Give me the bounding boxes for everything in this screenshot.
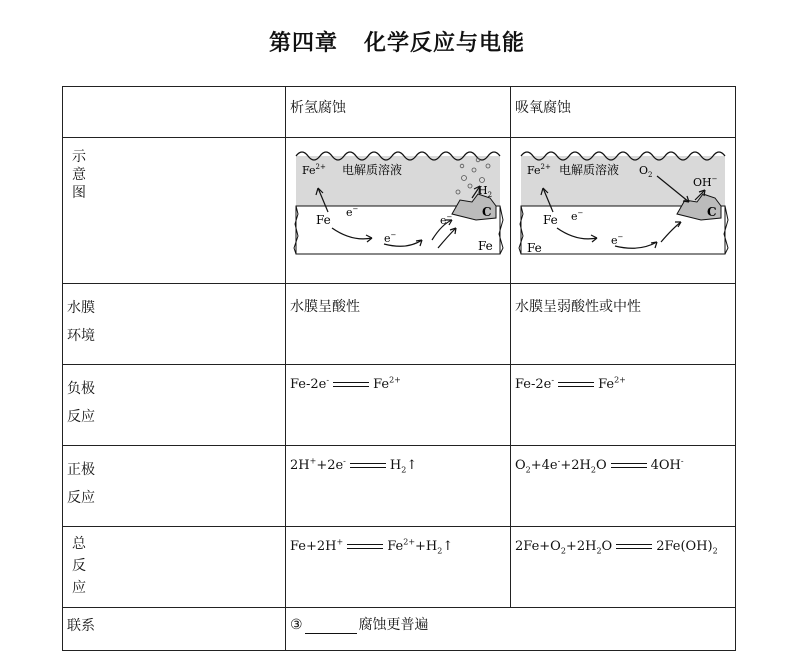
- header-empty-cell: [63, 87, 286, 138]
- water-film-label: 水膜 环境: [63, 284, 286, 365]
- svg-text:e−: e−: [346, 205, 359, 219]
- svg-text:C: C: [707, 205, 717, 219]
- negative-electrode-label: 负极 反应: [63, 365, 286, 446]
- chapter-number: 第四章: [268, 31, 338, 56]
- header-hydrogen-evolution: 析氢腐蚀: [286, 87, 511, 138]
- total-reaction-label: 总 反 应: [63, 527, 286, 608]
- water-film-row: [63, 284, 736, 365]
- hydrogen-diagram-cell: [286, 138, 511, 284]
- svg-text:C: C: [482, 205, 492, 219]
- chapter-title: 化学反应与电能: [364, 31, 526, 56]
- total-eq-oxygen: $2Fe+O_2+2H_2O$ $2Fe(OH)_2$: [511, 527, 736, 608]
- diagram-row-label: 示 意 图: [63, 138, 286, 284]
- relation-answer: ③ 腐蚀更普遍: [286, 608, 736, 651]
- relation-row: [63, 608, 736, 651]
- positive-electrode-label: 正极 反应: [63, 446, 286, 527]
- svg-text:Fe: Fe: [478, 239, 493, 253]
- water-film-oxygen: 水膜呈弱酸性或中性: [511, 284, 736, 365]
- oxygen-diagram-cell: [511, 138, 736, 284]
- answer-blank[interactable]: [305, 619, 357, 634]
- svg-text:Fe: Fe: [316, 213, 331, 227]
- svg-text:Fe2+: $Fe^{2+}$: [527, 163, 551, 177]
- svg-text:Fe: Fe: [527, 241, 542, 255]
- relation-label: 联系: [63, 608, 286, 651]
- header-oxygen-absorption: 吸氧腐蚀: [511, 87, 736, 138]
- svg-text:Fe: Fe: [543, 213, 558, 227]
- diagram-row: [63, 138, 736, 284]
- svg-text:电解质溶液: 电解质溶液: [559, 163, 620, 177]
- oxygen-corrosion-diagram: [517, 144, 729, 262]
- positive-electrode-row: [63, 446, 736, 527]
- svg-text:电解质溶液: 电解质溶液: [342, 163, 403, 177]
- svg-text:Fe2+: $Fe^{2+}$: [302, 163, 326, 177]
- total-eq-hydrogen: Fe+2H+ $Fe^{2+}+H_2↑$: [286, 527, 511, 608]
- hydrogen-corrosion-diagram: [292, 144, 504, 262]
- negative-eq-oxygen: Fe-2e- $Fe^{2+}$: [511, 365, 736, 446]
- positive-eq-oxygen: $O_2+4e^-+2H_2O$ 4OH-: [511, 446, 736, 527]
- svg-text:e−: e−: [571, 209, 584, 223]
- svg-text:O2: $O_2$: [639, 164, 653, 179]
- header-row: [63, 87, 736, 138]
- corrosion-comparison-table: [62, 86, 736, 651]
- svg-text:e−: e−: [611, 233, 624, 247]
- svg-text:e−: e−: [384, 231, 397, 245]
- negative-electrode-row: [63, 365, 736, 446]
- svg-text:H2: $H_2$: [478, 184, 493, 199]
- svg-text:e−: e−: [440, 213, 453, 227]
- water-film-hydrogen: 水膜呈酸性: [286, 284, 511, 365]
- negative-eq-hydrogen: Fe-2e- $Fe^{2+}$: [286, 365, 511, 446]
- total-reaction-row: [63, 527, 736, 608]
- positive-eq-hydrogen: 2H++2e- $H_2↑$: [286, 446, 511, 527]
- page-title: [0, 26, 794, 57]
- svg-text:OH−: OH−: [693, 175, 718, 189]
